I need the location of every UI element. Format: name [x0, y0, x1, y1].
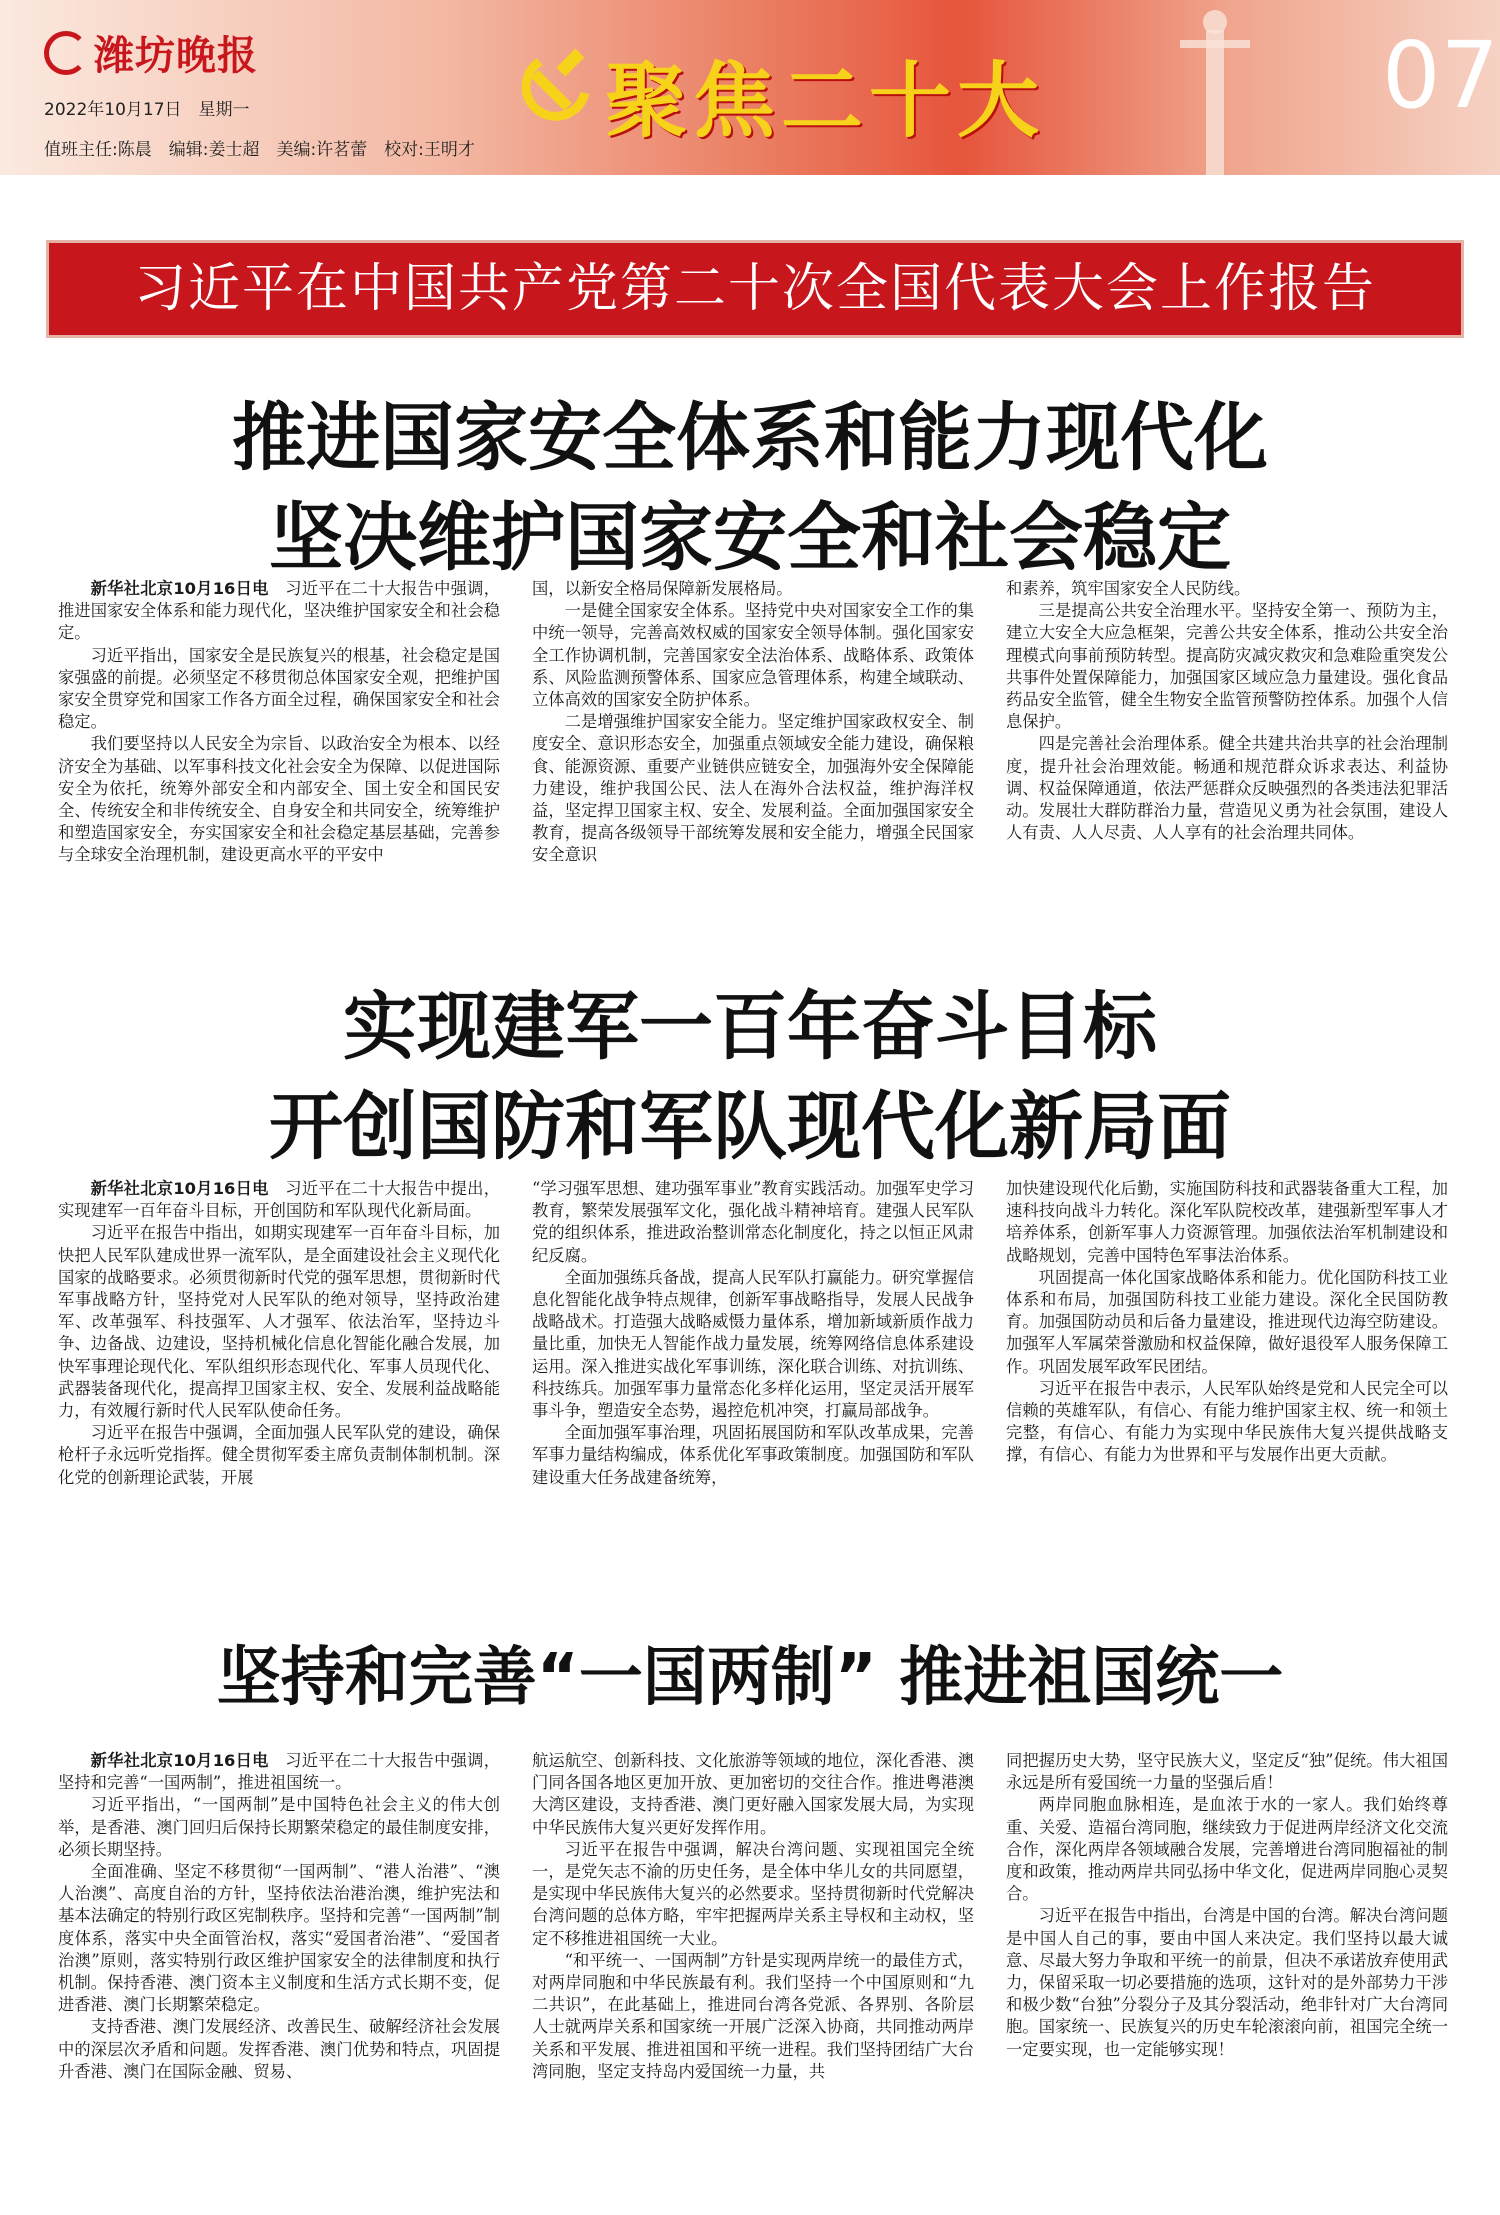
- dateline: 新华社北京10月16日电: [90, 579, 269, 598]
- article-2-headline-line1: 实现建军一百年奋斗目标: [343, 984, 1157, 1070]
- dateline: 新华社北京10月16日电: [90, 1179, 269, 1198]
- dateline: 新华社北京10月16日电: [90, 1751, 269, 1770]
- article-3-column-3: [1006, 1750, 1448, 2170]
- paper-name: [44, 24, 258, 81]
- article-3-body: [58, 1750, 1448, 2170]
- article-3-column-2: [532, 1750, 974, 2170]
- article-1-column-3: [1006, 578, 1448, 923]
- paragraph: 同把握历史大势，坚守民族大义，坚定反“独”促统。伟大祖国永远是所有爱国统一力量的坚强后盾！: [1006, 1751, 1448, 1793]
- issue-date: 2022年10月17日 星期一: [44, 100, 250, 120]
- article-2-column-1: [58, 1178, 500, 1573]
- paragraph: “学习强军思想、建功强军事业”教育实践活动。加强军史学习教育，繁荣发展强军文化，强化战斗精神培育。建强人民军队党的组织体系，推进政治整训常态化制度化，持之以恒正风肃纪反腐。: [532, 1179, 974, 1265]
- paragraph: 和素养，筑牢国家安全人民防线。: [1006, 579, 1251, 598]
- article-1-headline: [60, 388, 1440, 588]
- paragraph: 全面加强军事治理，巩固拓展国防和军队改革成果，完善军事力量结构编成，体系优化军事政策制度。加强国防和军队建设重大任务战建备统筹，: [532, 1423, 974, 1487]
- huabiao-pillar-icon: [1170, 0, 1260, 175]
- paragraph: 巩固提高一体化国家战略体系和能力。优化国防科技工业体系和布局，加强国防科技工业能力建设。深化全民国防教育。加强国防动员和后备力量建设，推进现代边海空防建设。加强军人军属荣誉激励和权益保障，做好退役军人服务保障工作。巩固发展军政军民团结。: [1006, 1267, 1448, 1376]
- paragraph: “和平统一、一国两制”方针是实现两岸统一的最佳方式，对两岸同胞和中华民族最有利。我们坚持一个中国原则和“九二共识”，在此基础上，推进同台湾各党派、各界别、各阶层人士就两岸关系和国家统一开展广泛深入协商，共同推动两岸关系和平发展、推进祖国和平统一进程。我们坚持团结广大台湾同胞，坚定支持岛内爱国统一力量，共: [532, 1950, 974, 2081]
- article-2-body: [58, 1178, 1448, 1573]
- article-2-column-3: [1006, 1178, 1448, 1573]
- paragraph: 习近平在报告中指出，如期实现建军一百年奋斗目标，加快把人民军队建成世界一流军队，是全面建设社会主义现代化国家的战略要求。必须贯彻新时代党的强军思想，贯彻新时代军事战略方针，坚持党对人民军队的绝对领导，坚持政治建军、改革强军、科技强军、人才强军、依法治军，坚持边斗争、边备战、边建设，坚持机械化信息化智能化融合发展，加快军事理论现代化、军队组织形态现代化、军事人员现代化、武器装备现代化，提高捍卫国家主权、安全、发展利益战略能力，有效履行新时代人民军队使命任务。: [58, 1223, 500, 1421]
- paper-name-text: 潍坊晚报: [94, 33, 258, 79]
- paragraph: 习近平指出，“一国两制”是中国特色社会主义的伟大创举，是香港、澳门回归后保持长期繁荣稳定的最佳制度安排，必须长期坚持。: [58, 1795, 500, 1859]
- paragraph: 新华社北京10月16日电 习近平在二十大报告中强调，坚持和完善“一国两制”，推进祖国统一。: [58, 1751, 500, 1793]
- paragraph: 我们要坚持以人民安全为宗旨、以政治安全为根本、以经济安全为基础、以军事科技文化社会安全为保障、以促进国际安全为依托，统筹外部安全和内部安全、国土安全和国民安全、传统安全和非传统安全、自身安全和共同安全，统筹维护和塑造国家安全，夯实国家安全和社会稳定基层基础，完善参与全球安全治理机制，建设更高水平的平安中: [58, 734, 500, 865]
- article-2-column-2: [532, 1178, 974, 1573]
- paragraph: 习近平在报告中表示，人民军队始终是党和人民完全可以信赖的英雄军队，有信心、有能力维护国家主权、统一和领土完整，有信心、有能力为实现中华民族伟大复兴提供战略支撑，有信心、有能力为世界和平与发展作出更大贡献。: [1006, 1378, 1448, 1465]
- article-2-headline: [60, 977, 1440, 1177]
- article-1-column-1: [58, 578, 500, 923]
- report-banner: [46, 240, 1464, 338]
- paragraph: 支持香港、澳门发展经济、改善民生、破解经济社会发展中的深层次矛盾和问题。发挥香港、澳门优势和特点，巩固提升香港、澳门在国际金融、贸易、: [58, 2017, 500, 2081]
- paragraph: 两岸同胞血脉相连，是血浓于水的一家人。我们始终尊重、关爱、造福台湾同胞，继续致力于促进两岸经济文化交流合作，深化两岸各领域融合发展，完善增进台湾同胞福祉的制度和政策，推动两岸共同弘扬中华文化，促进两岸同胞心灵契合。: [1006, 1795, 1448, 1904]
- article-2-headline-line2: 开创国防和军队现代化新局面: [269, 1084, 1231, 1170]
- masthead: [0, 0, 1500, 175]
- article-1-headline-line1: 推进国家安全体系和能力现代化: [232, 395, 1268, 481]
- banner-text: 习近平在中国共产党第二十次全国代表大会上作报告: [133, 259, 1376, 319]
- hammer-sickle-icon: [510, 40, 600, 130]
- paragraph: 一是健全国家安全体系。坚持党中央对国家安全工作的集中统一领导，完善高效权威的国家安全领导体制。强化国家安全工作协调机制，完善国家安全法治体系、战略体系、政策体系、风险监测预警体系、国家应急管理体系，构建全域联动、立体高效的国家安全防护体系。: [532, 601, 974, 710]
- paragraph: 习近平指出，国家安全是民族复兴的根基，社会稳定是国家强盛的前提。必须坚定不移贯彻总体国家安全观，把维护国家安全贯穿党和国家工作各方面全过程，确保国家安全和社会稳定。: [58, 645, 500, 732]
- article-1-body: [58, 578, 1448, 923]
- article-3-headline: [60, 1628, 1440, 1728]
- paragraph: 习近平在报告中指出，台湾是中国的台湾。解决台湾问题是中国人自己的事，要由中国人来决定。我们坚持以最大诚意、尽最大努力争取和平统一的前景，但决不承诺放弃使用武力，保留采取一切必要措施的选项，这针对的是外部势力干涉和极少数“台独”分裂分子及其分裂活动，绝非针对广大台湾同胞。国家统一、民族复兴的历史车轮滚滚向前，祖国完全统一一定要实现，也一定能够实现！: [1006, 1906, 1448, 2059]
- editor-credits: 值班主任:陈晨 编辑:姜士超 美编:许茗蕾 校对:王明才: [44, 140, 475, 160]
- page-number: 07: [1382, 22, 1500, 129]
- paragraph: 新华社北京10月16日电 习近平在二十大报告中提出，实现建军一百年奋斗目标，开创国防和军队现代化新局面。: [58, 1179, 500, 1221]
- paragraph: 国，以新安全格局保障新发展格局。: [532, 579, 793, 598]
- article-1-column-2: [532, 578, 974, 923]
- article-3-column-1: [58, 1750, 500, 2170]
- paragraph: 全面准确、坚定不移贯彻“一国两制”、“港人治港”、“澳人治澳”、高度自治的方针，坚持依法治港治澳，维护宪法和基本法确定的特别行政区宪制秩序。坚持和完善“一国两制”制度体系，落实中央全面管治权，落实“爱国者治港”、“爱国者治澳”原则，落实特别行政区维护国家安全的法律制度和执行机制。保持香港、澳门资本主义制度和生活方式长期不变，促进香港、澳门长期繁荣稳定。: [58, 1862, 500, 2015]
- paper-logo-icon: [44, 31, 88, 75]
- paragraph: 加快建设现代化后勤，实施国防科技和武器装备重大工程，加速科技向战斗力转化。深化军队院校改革，建强新型军事人才培养体系，创新军事人力资源管理。加强依法治军机制建设和战略规划，完善中国特色军事法治体系。: [1006, 1179, 1448, 1265]
- paragraph: 新华社北京10月16日电 习近平在二十大报告中强调，推进国家安全体系和能力现代化，坚决维护国家安全和社会稳定。: [58, 579, 500, 643]
- paragraph: 习近平在报告中强调，解决台湾问题、实现祖国完全统一，是党矢志不渝的历史任务，是全体中华儿女的共同愿望，是实现中华民族伟大复兴的必然要求。坚持贯彻新时代党解决台湾问题的总体方略，牢牢把握两岸关系主导权和主动权，坚定不移推进祖国统一大业。: [532, 1839, 974, 1948]
- paragraph: 航运航空、创新科技、文化旅游等领域的地位，深化香港、澳门同各国各地区更加开放、更加密切的交往合作。推进粤港澳大湾区建设，支持香港、澳门更好融入国家发展大局，为实现中华民族伟大复兴更好发挥作用。: [532, 1751, 974, 1837]
- section-title: 聚焦二十大: [605, 54, 1046, 149]
- article-1-headline-line2: 坚决维护国家安全和社会稳定: [269, 495, 1231, 581]
- paragraph: 三是提高公共安全治理水平。坚持安全第一、预防为主，建立大安全大应急框架，完善公共安全体系，推动公共安全治理模式向事前预防转型。提高防灾减灾救灾和急难险重突发公共事件处置保障能力，加强国家区域应急力量建设。强化食品药品安全监管，健全生物安全监管预警防控体系。加强个人信息保护。: [1006, 601, 1448, 732]
- article-3-headline-line1: 坚持和完善“一国两制” 推进祖国统一: [216, 1641, 1284, 1715]
- paragraph: 二是增强维护国家安全能力。坚定维护国家政权安全、制度安全、意识形态安全，加强重点领域安全能力建设，确保粮食、能源资源、重要产业链供应链安全，加强海外安全保障能力建设，维护我国公民、法人在海外合法权益，维护海洋权益，坚定捍卫国家主权、安全、发展利益。全面加强国家安全教育，提高各级领导干部统筹发展和安全能力，增强全民国家安全意识: [532, 712, 974, 865]
- paragraph: 四是完善社会治理体系。健全共建共治共享的社会治理制度，提升社会治理效能。畅通和规范群众诉求表达、利益协调、权益保障通道，依法严惩群众反映强烈的各类违法犯罪活动。发展壮大群防群治力量，营造见义勇为社会氛围，建设人人有责、人人尽责、人人享有的社会治理共同体。: [1006, 734, 1448, 843]
- paragraph: 全面加强练兵备战，提高人民军队打赢能力。研究掌握信息化智能化战争特点规律，创新军事战略指导，发展人民战争战略战术。打造强大战略威慑力量体系，增加新域新质作战力量比重，加快无人智能作战力量发展，统筹网络信息体系建设运用。深入推进实战化军事训练，深化联合训练、对抗训练、科技练兵。加强军事力量常态化多样化运用，坚定灵活开展军事斗争，塑造安全态势，遏控危机冲突，打赢局部战争。: [532, 1267, 974, 1421]
- paragraph: 习近平在报告中强调，全面加强人民军队党的建设，确保枪杆子永远听党指挥。健全贯彻军委主席负责制体制机制。深化党的创新理论武装，开展: [58, 1423, 500, 1487]
